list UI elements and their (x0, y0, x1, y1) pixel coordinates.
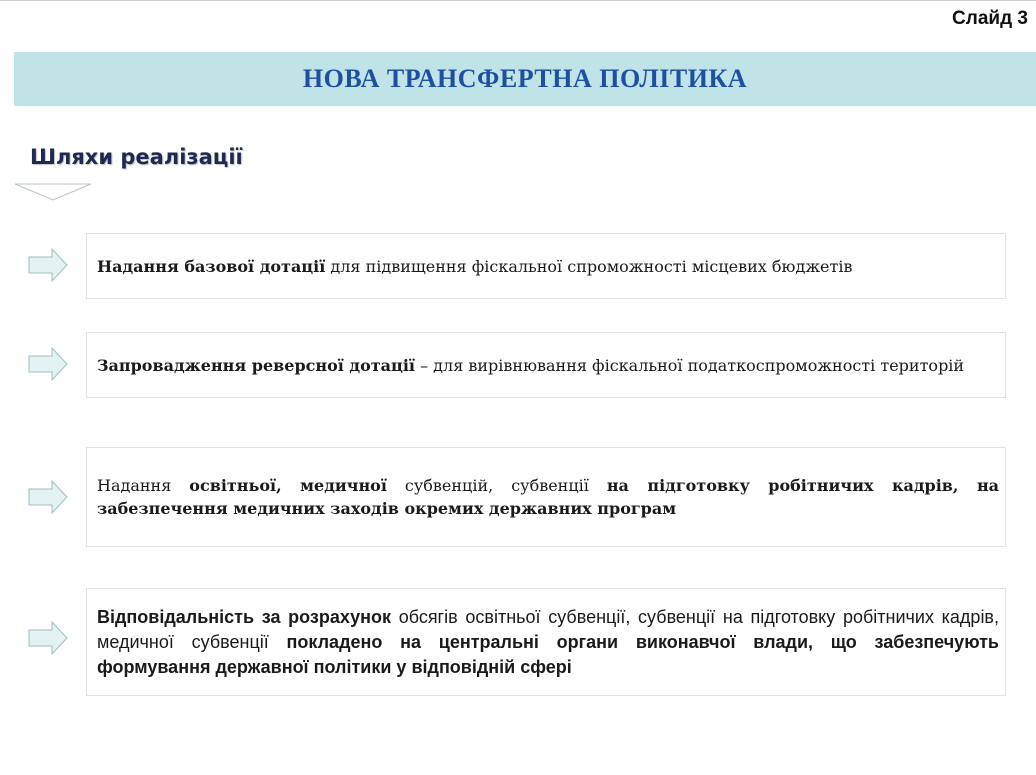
item-text-bold-run: освітньої, медичної (189, 476, 387, 495)
top-divider (0, 0, 1036, 1)
item-text-run: Надання (97, 476, 190, 495)
item-text-bold-run: покладено на центральні органи виконавчої влади, що забезпечують формування державної політики у відповідній сфері (97, 631, 999, 677)
list-item (86, 332, 1006, 398)
list-item (86, 588, 1006, 696)
arrow-right-icon (28, 347, 68, 381)
chevron-down-icon (14, 183, 92, 201)
slide-number: Слайд 3 (952, 8, 1028, 29)
item-text (97, 474, 999, 520)
item-text-run: обсягів освітньої субвенції, субвенції на підготовку робітничих кадрів, медичної субвенції (97, 606, 1000, 652)
item-text-run: для підвищення фіскальної спроможності місцевих бюджетів (325, 256, 853, 276)
title-band (14, 52, 1036, 106)
item-text (97, 605, 999, 680)
arrow-right-icon (28, 621, 68, 655)
list-item (86, 233, 1006, 299)
item-text-bold-run: Відповідальність за розрахунок (97, 606, 391, 627)
item-text (97, 255, 999, 278)
item-text-run: – для вирівнювання фіскальної податкоспроможності територій (415, 355, 965, 375)
section-subtitle: Шляхи реалізації (30, 145, 243, 169)
arrow-right-icon (28, 480, 68, 514)
item-text-run: субвенцій, субвенції (386, 476, 607, 495)
slide-title: НОВА ТРАНСФЕРТНА ПОЛІТИКА (302, 64, 748, 93)
item-text-bold-run: Запровадження реверсної дотації (97, 355, 415, 375)
item-text-bold-run: на підготовку робітничих кадрів, на забезпечення медичних заходів окремих державних програм (97, 476, 1000, 518)
item-text (97, 354, 999, 377)
list-item (86, 447, 1006, 547)
arrow-right-icon (28, 248, 68, 282)
item-text-bold-run: Надання базової дотації (97, 256, 326, 276)
